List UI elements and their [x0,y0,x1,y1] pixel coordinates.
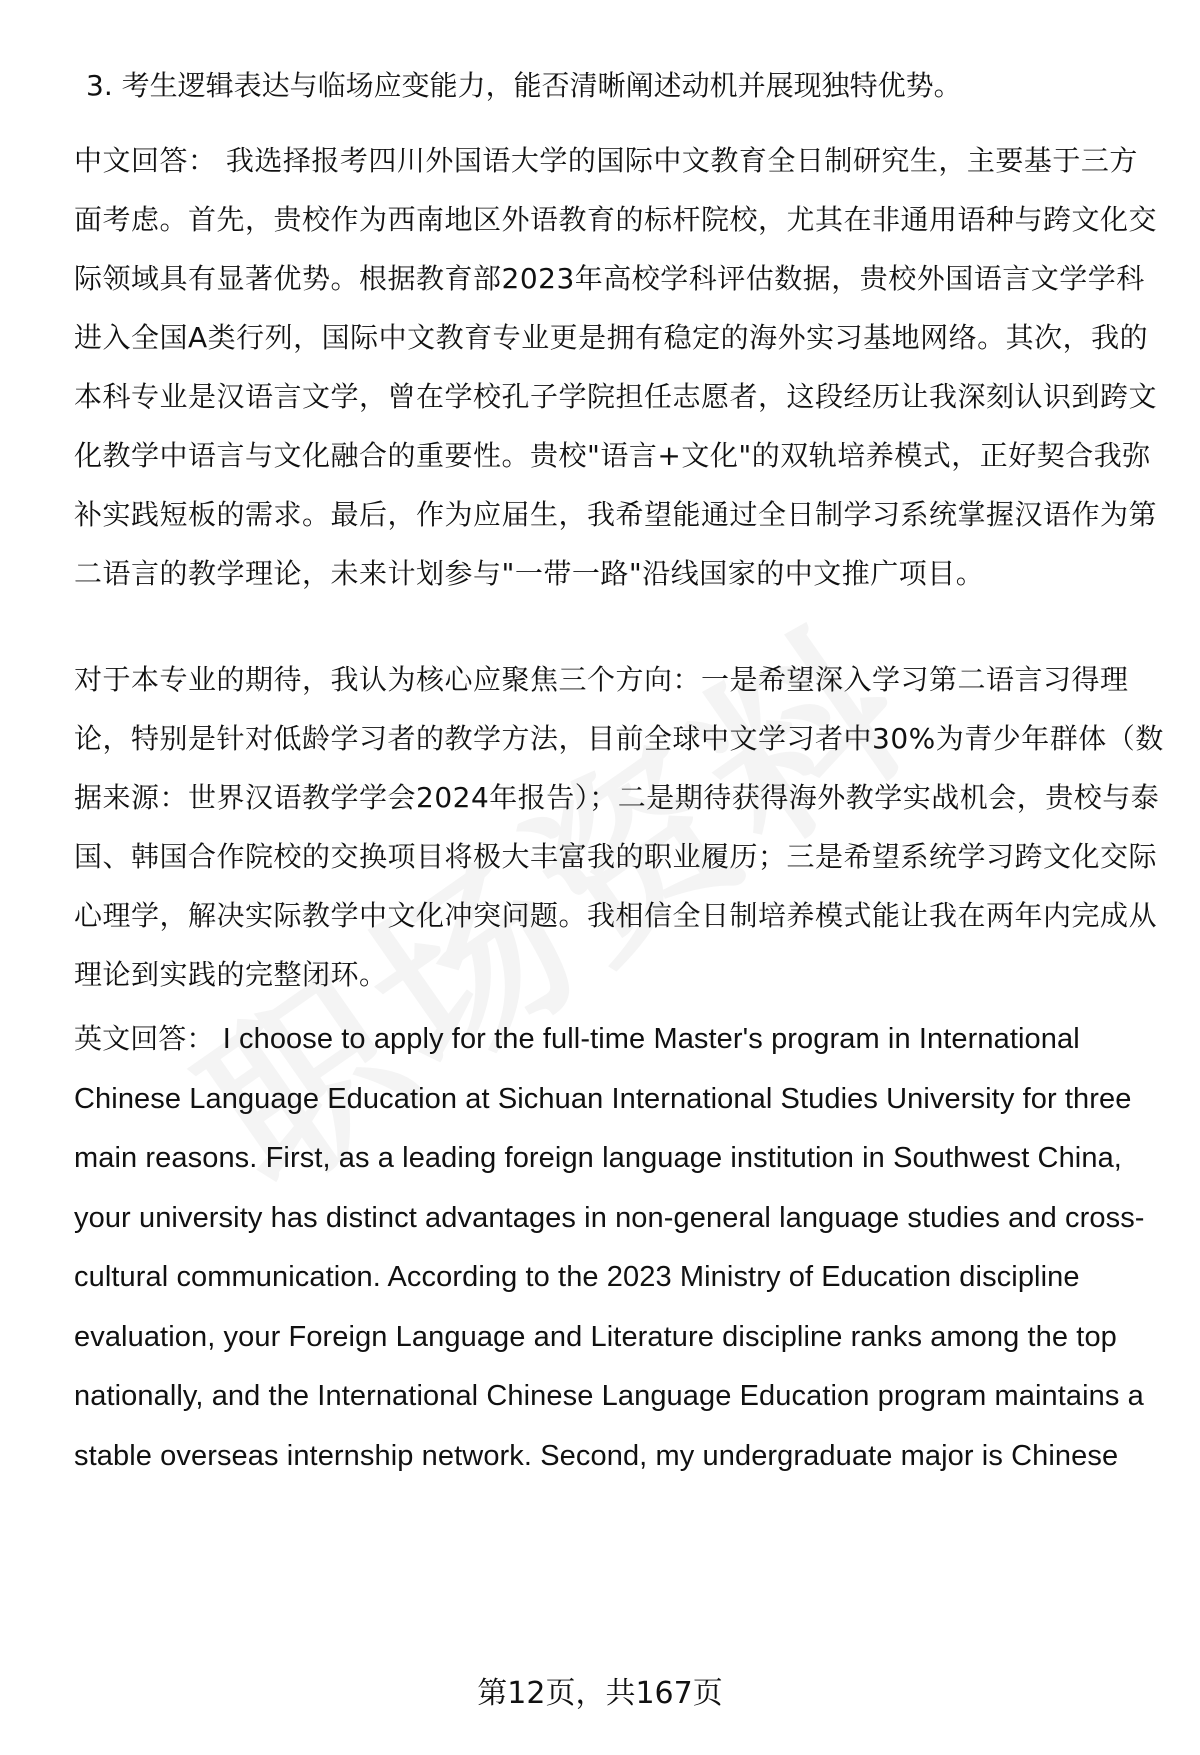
english-answer-text: I choose to apply for the full-time Master's program in International Chinese Language Education at Sichuan International Studies University for three main reasons. First, as a leading foreign language institution in Southwest China, your university has distinct advantages in non-general language studies and cross-cultural communication. According to the 2023 Ministry of Education discipline evaluation, your Foreign Language and Literature discipline ranks among the top nationally, and the International Chinese Language Education program maintains a stable overseas internship network. Second, my undergraduate major is Chinese [74,1023,1145,1472]
chinese-answer-paragraph [74,131,1164,603]
list-item-text: 考生逻辑表达与临场应变能力，能否清晰阐述动机并展现独特优势。 [121,69,962,102]
expectations-paragraph [74,650,1164,1004]
english-answer-paragraph [74,1009,1164,1486]
list-item-number: 3. [86,69,113,102]
criteria-list-item [86,66,1146,106]
chinese-answer-label: 中文回答： [74,144,217,177]
page-number-footer: 第12页，共167页 [477,1676,723,1711]
english-answer-label: 英文回答： [74,1022,215,1055]
expectations-text: 对于本专业的期待，我认为核心应聚焦三个方向：一是希望深入学习第二语言习得理论，特别是针对低龄学习者的教学方法，目前全球中文学习者中30%为青少年群体（数据来源：世界汉语教学学会2024年报告）；二是期待获得海外教学实战机会，贵校与泰国、韩国合作院校的交换项目将极大丰富我的职业履历；三是希望系统学习跨文化交际心理学，解决实际教学中文化冲突问题。我相信全日制培养模式能让我在两年内完成从理论到实践的完整闭环。 [74,663,1164,991]
chinese-answer-text: 我选择报考四川外国语大学的国际中文教育全日制研究生，主要基于三方面考虑。首先，贵校作为西南地区外语教育的标杆院校，尤其在非通用语种与跨文化交际领域具有显著优势。根据教育部2023年高校学科评估数据，贵校外国语言文学学科进入全国A类行列，国际中文教育专业更是拥有稳定的海外实习基地网络。其次，我的本科专业是汉语言文学，曾在学校孔子学院担任志愿者，这段经历让我深刻认识到跨文化教学中语言与文化融合的重要性。贵校"语言+文化"的双轨培养模式，正好契合我弥补实践短板的需求。最后，作为应届生，我希望能通过全日制学习系统掌握汉语作为第二语言的教学理论，未来计划参与"一带一路"沿线国家的中文推广项目。 [74,144,1158,590]
